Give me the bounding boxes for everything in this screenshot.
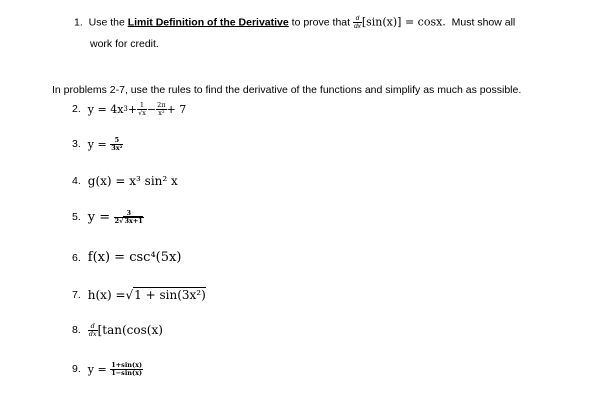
problem-number: 1. xyxy=(74,16,83,29)
problem-text: Use the xyxy=(88,16,125,29)
problem-2: 2. y = 4x 3 + $\frac{1}{√x}$ − $\frac{2\pi}{\text{x²}}$ + 7 xyxy=(72,100,187,117)
derivative-operator: $\frac{d}{dx}$ xyxy=(353,15,361,30)
problem-text: to prove that xyxy=(291,16,351,29)
emphasis-text: Limit Definition of the Derivative xyxy=(127,16,289,29)
instructions: In problems 2-7, use the rules to find the derivative of the functions and simplify as much as possible. xyxy=(52,84,522,96)
problem-3: 3. y = $\frac{5}{\text{3x²}}$ xyxy=(72,135,123,152)
problem-7: 7. h(x) = √ 1 + sin(3x²) xyxy=(72,287,206,302)
math-expression: [sin(x)] = cosx. xyxy=(361,15,446,29)
problem-8: 8. $\frac{d}{dx}$ [tan(cos(x) xyxy=(72,321,163,338)
problem-5: 5. y = $\frac{3}{2√3x+1}$ xyxy=(72,208,143,225)
problem-4: 4. g(x) = x³ sin² x xyxy=(72,174,178,188)
problem-1-continued: work for credit. xyxy=(90,38,159,50)
problem-6: 6. f(x) = csc⁴(5x) xyxy=(72,250,182,265)
problem-1 xyxy=(74,15,515,30)
problem-text: Must show all xyxy=(451,16,516,29)
problem-9: 9. y = $\frac{1+\sin(x)}{1-\sin(x)}$ xyxy=(72,360,143,377)
